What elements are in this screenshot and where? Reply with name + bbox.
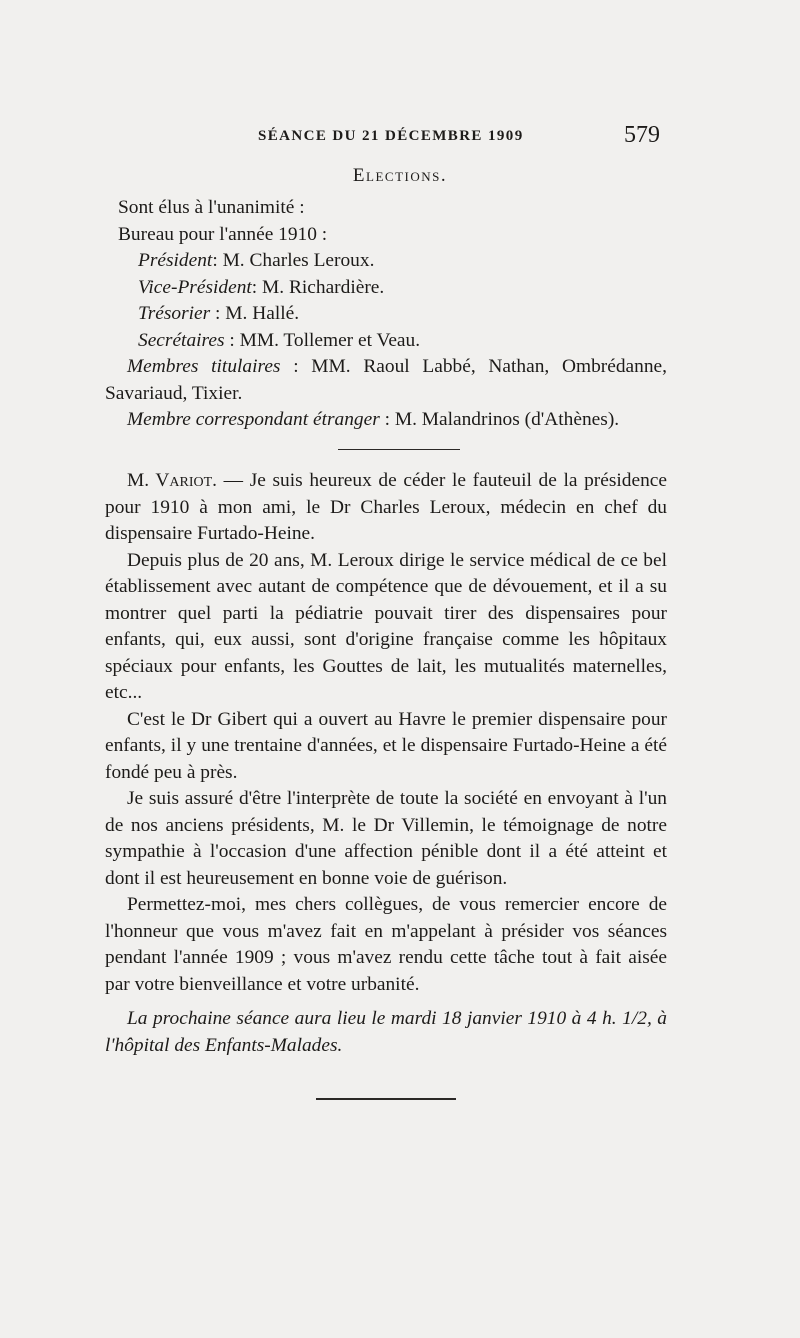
titulaires-label: Membres titulaires <box>127 356 281 377</box>
tresorier-line <box>105 301 667 328</box>
president-line <box>105 248 667 275</box>
closing-note-text: La prochaine séance aura lieu le mardi 18 janvier 1910 à 4 h. 1/2, à l'hôpital des Enfants-Malades. <box>105 1008 667 1056</box>
bureau-line: Bureau pour l'année 1910 : <box>118 223 328 245</box>
vice-president-line <box>105 275 667 302</box>
president-value: : M. Charles Leroux. <box>212 250 375 271</box>
president-label: Président <box>138 250 213 271</box>
tresorier-label: Trésorier <box>138 303 211 324</box>
vice-president-value: : M. Richardière. <box>251 276 385 298</box>
page-number: 579 <box>624 122 660 148</box>
separator-rule <box>338 449 460 450</box>
vice-president-label: Vice-Président <box>138 276 252 298</box>
speech-paragraph-4: Je suis assuré d'être l'interprète de toute la société en envoyant à l'un de nos anciens présidents, M. le Dr Villemin, le témoignage de notre sympathie à l'occasion d'une affection pénible dont il a été atteint et dont il est heureusement en bonne voie de guérison. <box>105 788 667 889</box>
speaker-name: M. Variot. <box>127 470 218 491</box>
tresorier-value: : M. Hallé. <box>210 303 300 324</box>
correspondant-value: : M. Malandrinos (d'Athènes). <box>379 409 620 430</box>
speech-block <box>105 468 667 1059</box>
closing-rule <box>316 1098 456 1100</box>
secretaires-line <box>105 328 667 355</box>
titulaires-value: : MM. Raoul Labbé, Nathan, Ombrédanne, Savariaud, Tixier. <box>105 356 667 404</box>
correspondant-label: Membre correspondant étranger <box>127 409 380 430</box>
elections-intro: Sont élus à l'unanimité : <box>118 197 305 218</box>
speech-paragraph-1 <box>105 468 667 548</box>
closing-note <box>105 1006 667 1059</box>
correspondant-line <box>105 407 667 434</box>
section-title: Elections. <box>352 165 448 186</box>
secretaires-value: : MM. Tollemer et Veau. <box>224 329 421 351</box>
page-header <box>0 122 800 152</box>
speech-paragraph-2: Depuis plus de 20 ans, M. Leroux dirige le service médical de ce bel établissement avec autant de compétence que de dévouement, et il a su montrer quel parti la pédiatrie pouvait tirer des dispensaires pour enfants, qui, eux aussi, sont d'origine française comme les hôpitaux spéciaux pour enfants, les Gouttes de lait, les mutualités maternelles, etc... <box>105 549 667 703</box>
speech-paragraph-5: Permettez-moi, mes chers collègues, de vous remercier encore de l'honneur que vous m'avez fait en m'appelant à présider vos séances pendant l'année 1909 ; vous m'avez rendu cette tâche tout à fait aisée par votre bienveillance et votre urbanité. <box>105 894 667 995</box>
speech-paragraph-3: C'est le Dr Gibert qui a ouvert au Havre le premier dispensaire pour enfants, il y une trentaine d'années, et le dispensaire Furtado-Heine a été fondé peu à près. <box>105 708 667 783</box>
running-head: SÉANCE DU 21 DÉCEMBRE 1909 <box>258 128 524 144</box>
elections-block <box>105 195 667 434</box>
speech-p1-text: — Je suis heureux de céder le fauteuil de la présidence pour 1910 à mon ami, le Dr Charles Leroux, médecin en chef du dispensaire Furtado-Heine. <box>105 470 667 544</box>
secretaires-label: Secrétaires <box>138 329 225 351</box>
titulaires-line <box>105 354 667 407</box>
